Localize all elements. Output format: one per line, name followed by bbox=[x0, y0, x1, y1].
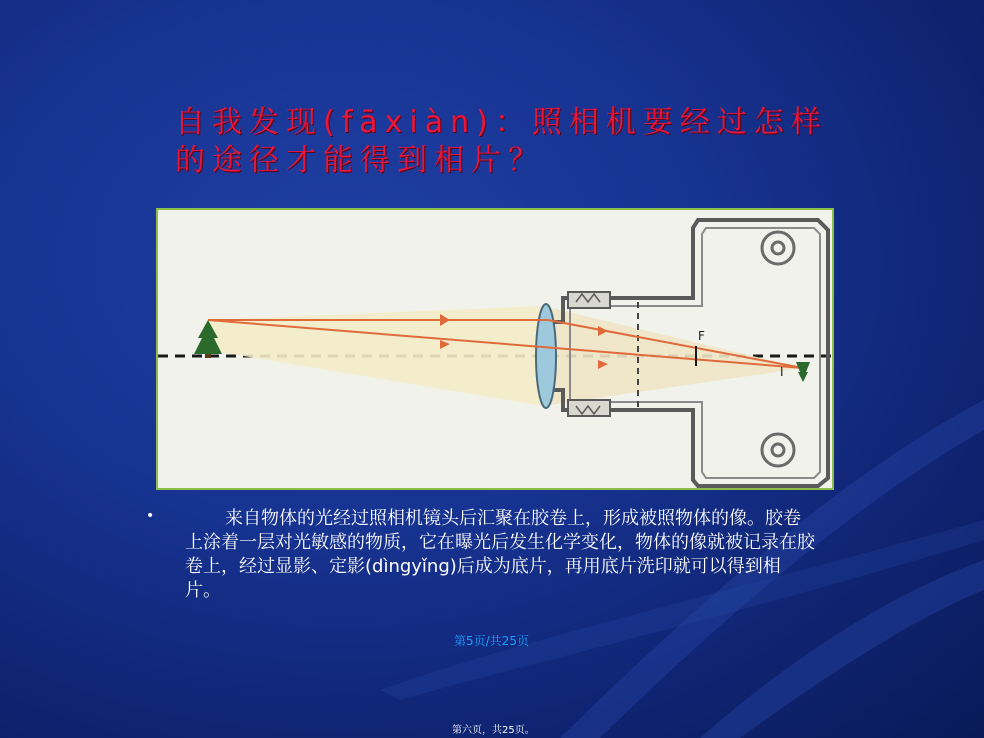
page-indicator: 第5页/共25页 bbox=[454, 634, 529, 648]
top-spool-icon bbox=[762, 232, 794, 264]
body-paragraph: 来自物体的光经过照相机镜头后汇聚在胶卷上，形成被照物体的像。胶卷上涂着一层对光敏感的物质，它在曝光后发生化学变化，物体的像就被记录在胶卷上，经过显影、定影(dìngyǐng)后成为底片，再用底片洗印就可以得到相片。 bbox=[185, 508, 815, 601]
slide-footer: 第六页，共25页。 bbox=[452, 725, 535, 736]
focus-label: F bbox=[698, 329, 705, 343]
camera-diagram-svg bbox=[158, 210, 832, 488]
camera-diagram bbox=[156, 208, 834, 490]
bullet-icon: • bbox=[146, 508, 155, 524]
slide-title: 自我发现(fāxiàn)：照相机要经过怎样的途径才能得到相片？ bbox=[175, 105, 828, 178]
bottom-spring-icon bbox=[568, 400, 610, 416]
tree-image-icon bbox=[796, 362, 810, 382]
top-spring-icon bbox=[568, 292, 610, 308]
image-label: I bbox=[780, 365, 784, 379]
light-cone-inner bbox=[543, 306, 803, 406]
bottom-spool-icon bbox=[762, 434, 794, 466]
